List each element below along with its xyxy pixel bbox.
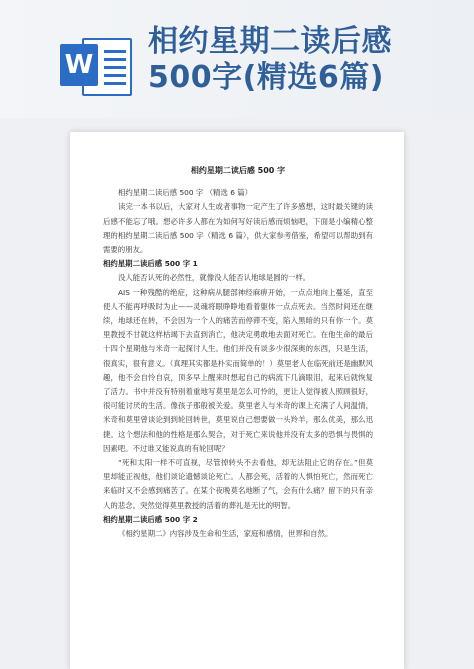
document-subtitle: 相约星期二读后感 500 字 （精选 6 篇） — [118, 188, 253, 198]
paragraph-2: AIS 一种残酷的绝症，这种病从腿部神经麻痹开始，一点点地向上蔓延，直至使人不能再呼吸时为止——灵魂将眼睁睁地看着躯体一点点死去。当然时间还在继续，地球还在转，不会因为一个人的痛苦而停滞不变，陷入黑暗的只有你一个。莫里教授不甘就这样枯竭下去直到消亡，他决定勇敢地去面对死亡。在他生命的最后十四个星期他与米奇一起探讨人生。他们并没有谈多少很深奥的东西，只是生活，很真实，很有意义。（真理其实都是朴实而简单的！）莫里老人在临死前还是幽默风趣，他不会自怜自哀，顶多早上醒来时想起自己的病流下几滴眼泪，起来后就恢复了活力。书中并没有特别着重地写莫里是怎么可怜的，更让人觉得被人照顾很好，很可能讨厌的生活。像孩子那般被关爱。莫里老人与米奇的课上充满了人间温情，米奇和莫里曾谈论到到轮回转世，莫里说自己想要做一头羚羊，那么优美，那么迅捷。这个想法和他的性格是那么契合，对于死亡来说他并没有太多的恐惧与畏惧的因素吧。不过谁又能说真的有轮回呢？ — [103, 287, 373, 453]
paragraph-1: 没人能否认死的必然性，就像没人能否认地球是圆的一样。 — [118, 273, 311, 283]
document-page — [70, 132, 404, 669]
banner-title-line2: 500字(精选6篇) — [148, 60, 384, 95]
intro-paragraph: 读完一本书以后，大家对人生或者事物一定产生了许多感想，这时最关键的读后感不能忘了哦。想必许多人都在为如何写好读后感而烦恼吧，下面是小编精心整理的相约星期二读后感 500 字（精选 6 篇），供大家参考借鉴，希望可以帮助到有需要的朋友。 — [103, 202, 373, 255]
banner — [0, 0, 474, 118]
word-badge: W — [60, 44, 98, 86]
paragraph-4: 《相约星期二》内容涉及生命和生活，家庭和感情，世界和自然。 — [118, 529, 333, 539]
word-document-icon — [60, 34, 138, 100]
document-title: 相约星期二读后感 500 字 — [190, 166, 286, 175]
banner-title-line1: 相约星期二读后感 — [148, 24, 392, 59]
document-body — [103, 156, 373, 541]
section-heading-2: 相约星期二读后感 500 字 2 — [103, 514, 198, 524]
paragraph-3: “死和太阳一样不可直视，尽管掉转头不去看他，却无法阻止它的存在。”但莫里却能正视他，他们谈论遗憾谈论死亡。人都会死，活着的人惧怕死亡，然而死亡来临时又不会感到痛苦了。在某个夜晚莫名地断了气，会有什么痛？留下的只有亲人的悲念。突然觉得莫里教授的活着的葬礼是无比的明智。 — [103, 458, 373, 510]
section-heading-1: 相约星期二读后感 500 字 1 — [103, 259, 198, 269]
banner-title — [148, 24, 468, 96]
